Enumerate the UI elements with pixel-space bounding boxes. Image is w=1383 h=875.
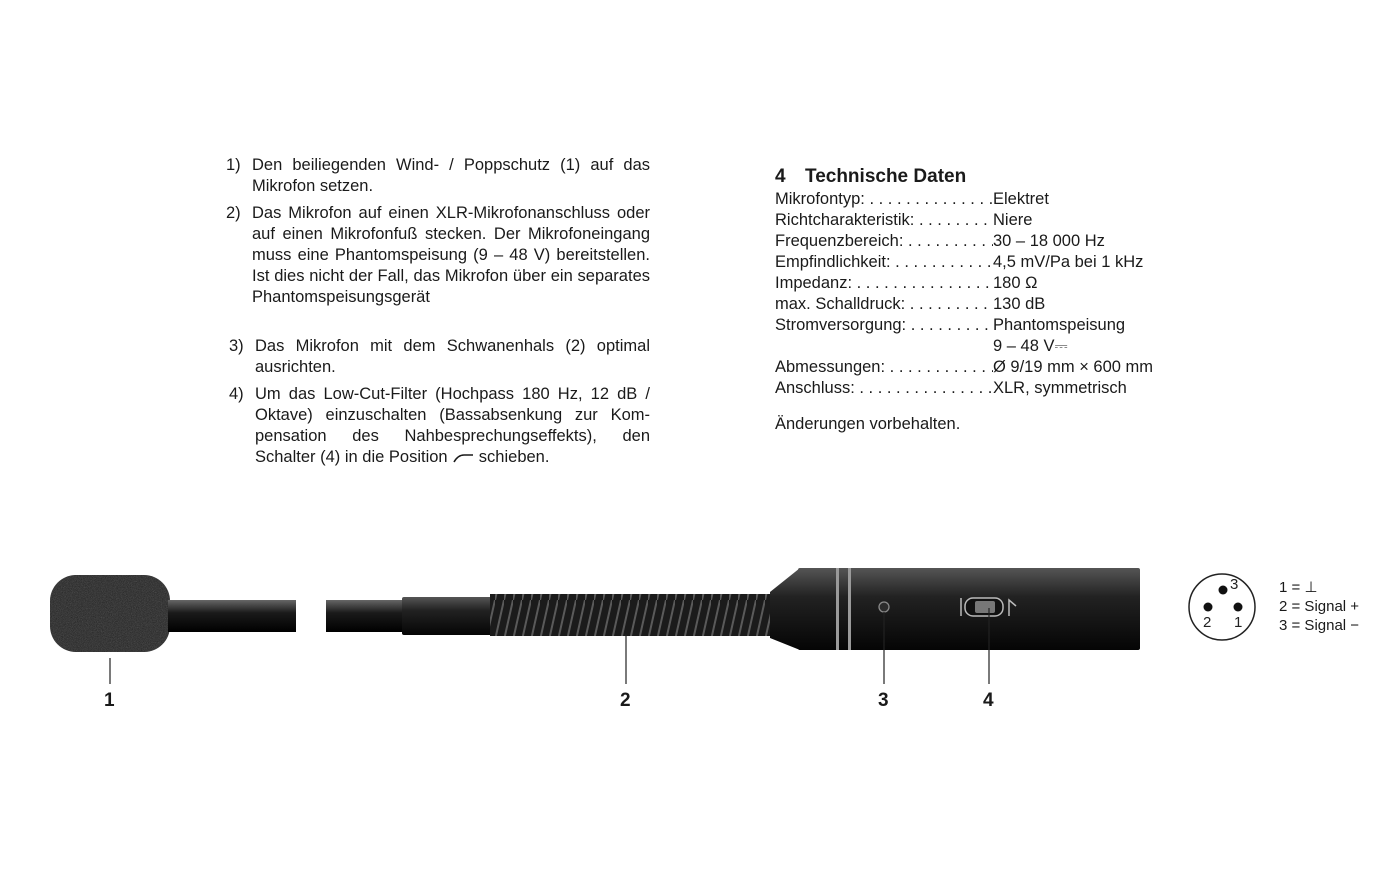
microphone-rod <box>168 600 296 632</box>
spec-value: 4,5 mV/Pa bei 1 kHz <box>993 253 1144 271</box>
spec-label: Anschluss: . . . <box>775 378 993 399</box>
instruction-text: Den beiliegenden Wind- / Poppschutz (1) auf das Mikrofon setzen. <box>252 156 650 195</box>
instruction-text: Das Mikrofon auf einen XLR-Mikrofonanschluss oder auf einen Mikrofonfuß stecken. Der Mikrofoneingang muss eine Phantomspeisung (9 – 48 V) bereitstellen. Ist dies nicht der Fall, das Mikrofon über ein separates Phantomspeisungsgerät <box>252 204 650 306</box>
body-taper <box>770 568 800 650</box>
specs-heading <box>775 166 1195 187</box>
pin-legend-item: 2 = Signal + <box>1279 598 1360 615</box>
windscreen <box>50 575 170 652</box>
specs-note: Änderungen vorbehalten. <box>775 415 961 433</box>
instruction-text-before: Um das Low-Cut-Filter (Hochpass 180 Hz, 12 dB / Oktave) einzuschalten (Bassabsenkung zur Kompensation des Nahbesprechungseffekts), den Schalter (4) in die Position <box>255 385 650 466</box>
body-ring <box>848 568 851 650</box>
spec-value <box>993 315 1195 357</box>
spec-label: Stromversorgung: . . . <box>775 315 993 357</box>
spec-value: 180 Ω <box>993 274 1038 292</box>
spec-value-line2: 9 – 48 V⎓ <box>993 337 1068 355</box>
spec-row <box>775 231 1195 252</box>
spec-value: Elektret <box>993 190 1049 208</box>
pin-legend <box>1279 578 1359 635</box>
instruction-text-after: schieben. <box>478 448 550 466</box>
spec-row <box>775 357 1195 378</box>
spec-label: Frequenzbereich: . . . <box>775 231 993 252</box>
pin-label: 1 <box>1234 614 1243 631</box>
spec-row <box>775 294 1195 315</box>
gooseneck-spiral <box>490 594 774 636</box>
spec-value: Niere <box>993 211 1033 229</box>
spec-label: Mikrofontyp: . . . <box>775 189 993 210</box>
spec-value-line1: Phantomspeisung <box>993 316 1126 334</box>
instruction-item <box>226 155 650 197</box>
spec-row <box>775 378 1195 399</box>
instructions-list <box>226 155 650 474</box>
pin-label: 2 <box>1203 614 1212 631</box>
spec-label: Empfindlichkeit: . . . <box>775 252 993 273</box>
instruction-number: 3) <box>229 337 244 355</box>
xlr-pin <box>1219 586 1228 595</box>
spec-row <box>775 273 1195 294</box>
spec-row <box>775 252 1195 273</box>
instruction-number: 1) <box>226 156 241 174</box>
xlr-connector <box>1189 574 1255 640</box>
pin-label: 3 <box>1230 576 1239 593</box>
callout-label: 3 <box>878 690 889 711</box>
led-indicator <box>879 602 889 612</box>
spec-value: XLR, symmetrisch <box>993 379 1127 397</box>
pin-legend-item: 3 = Signal − <box>1279 617 1360 634</box>
instruction-number: 4) <box>229 385 244 403</box>
spec-value: 130 dB <box>993 295 1046 313</box>
xlr-pin <box>1234 603 1243 612</box>
microphone-diagram <box>0 540 1383 740</box>
instruction-number: 2) <box>226 204 241 222</box>
spec-label: Impedanz: . . . <box>775 273 993 294</box>
callout-label: 1 <box>104 690 115 711</box>
section-title: Technische Daten <box>805 166 967 187</box>
instruction-item <box>229 384 650 468</box>
instruction-text <box>255 384 650 468</box>
spec-label: Richtcharakteristik: . . . <box>775 210 993 231</box>
low-cut-icon <box>452 452 474 464</box>
microphone-rod <box>326 600 406 632</box>
instruction-text: Das Mikrofon mit dem Schwanenhals (2) optimal ausrichten. <box>255 337 650 376</box>
technical-data <box>775 166 1195 435</box>
spec-label: max. Schalldruck: . . . <box>775 294 993 315</box>
xlr-pin <box>1204 603 1213 612</box>
spec-row <box>775 210 1195 231</box>
gooseneck-collar <box>402 597 494 635</box>
instruction-item <box>226 203 650 308</box>
spec-row <box>775 189 1195 210</box>
instruction-item <box>229 336 650 378</box>
spec-value: 30 – 18 000 Hz <box>993 232 1105 250</box>
callout-label: 4 <box>983 690 994 711</box>
body-ring <box>836 568 839 650</box>
spec-row <box>775 315 1195 357</box>
section-number: 4 <box>775 166 786 187</box>
spec-value: Ø 9/19 mm × 600 mm <box>993 358 1154 376</box>
pin-legend-item: 1 = ⊥ <box>1279 579 1318 596</box>
callout-label: 2 <box>620 690 631 711</box>
spec-label: Abmessungen: . . . <box>775 357 993 378</box>
